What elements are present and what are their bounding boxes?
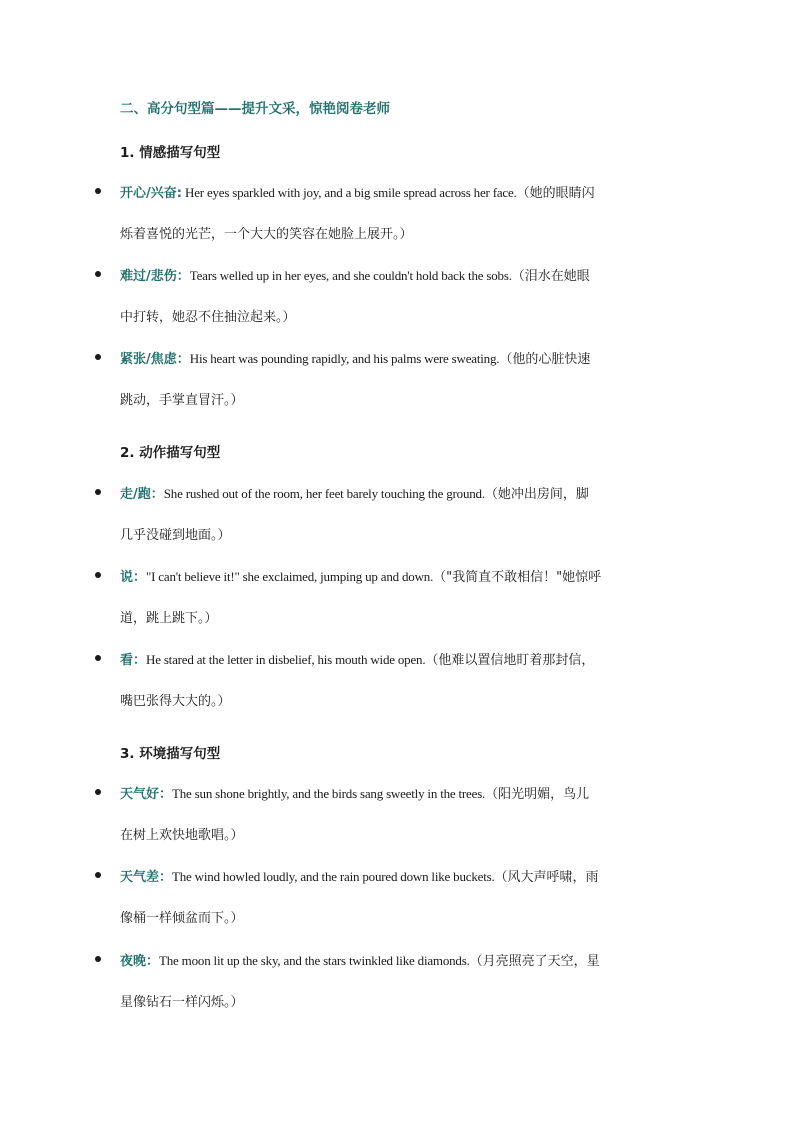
- item-english: His heart was pounding rapidly, and his palms were sweating.: [189, 351, 500, 366]
- item-keyword: 紧张/焦虑：: [120, 352, 190, 367]
- item-chinese-start: （"我简直不敢相信！"她惊呼: [433, 570, 602, 585]
- item-chinese-continued: 在树上欢快地歌唱。）: [120, 828, 244, 843]
- item-english: She rushed out of the room, her feet barely touching the ground.: [163, 486, 485, 501]
- bullet-icon: [95, 489, 101, 495]
- item-keyword: 开心/兴奋:: [120, 186, 182, 201]
- bullet-icon: [95, 789, 101, 795]
- item-keyword: 夜晚：: [120, 954, 160, 969]
- item-first-line: [120, 483, 589, 502]
- item-chinese-continued: 像桶一样倾盆而下。）: [120, 911, 244, 926]
- item-keyword: 天气好：: [120, 787, 173, 802]
- item-english: Tears welled up in her eyes, and she couldn't hold back the sobs.: [189, 268, 512, 283]
- bullet-icon: [95, 956, 101, 962]
- group-heading-action: 2. 动作描写句型: [120, 445, 221, 461]
- item-first-line: [120, 182, 595, 201]
- item-chinese-start: （阳光明媚，鸟儿: [485, 787, 590, 802]
- item-chinese-start: （她冲出房间，脚: [484, 487, 589, 502]
- item-keyword: 看：: [120, 653, 147, 668]
- item-chinese-start: （她的眼睛闪: [516, 186, 595, 201]
- item-chinese-continued: 道，跳上跳下。）: [120, 611, 218, 626]
- item-chinese-continued: 几乎没碰到地面。）: [120, 528, 231, 543]
- item-english: The wind howled loudly, and the rain poured down like buckets.: [172, 869, 495, 884]
- item-chinese-start: （风大声呼啸，雨: [494, 870, 599, 885]
- item-english: "I can't believe it!" she exclaimed, jumping up and down.: [146, 569, 434, 584]
- item-first-line: [120, 348, 590, 367]
- item-chinese-continued: 烁着喜悦的光芒，一个大大的笑容在她脸上展开。）: [120, 227, 413, 242]
- item-chinese-start: （月亮照亮了天空，星: [469, 954, 600, 969]
- item-english: The sun shone brightly, and the birds sang sweetly in the trees.: [172, 786, 486, 801]
- item-chinese-start: （泪水在她眼: [511, 269, 590, 284]
- item-keyword: 天气差：: [120, 870, 173, 885]
- item-keyword: 难过/悲伤：: [120, 269, 190, 284]
- bullet-icon: [95, 572, 101, 578]
- item-keyword: 走/跑：: [120, 487, 164, 502]
- item-chinese-continued: 中打转，她忍不住抽泣起来。）: [120, 310, 296, 325]
- item-chinese-continued: 星像钻石一样闪烁。）: [120, 995, 244, 1010]
- bullet-icon: [95, 188, 101, 194]
- item-chinese-continued: 跳动，手掌直冒汗。）: [120, 393, 244, 408]
- bullet-icon: [95, 655, 101, 661]
- item-first-line: [120, 783, 589, 802]
- item-chinese-continued: 嘴巴张得大大的。）: [120, 694, 231, 709]
- group-heading-emotion: 1. 情感描写句型: [120, 145, 221, 161]
- item-english: Her eyes sparkled with joy, and a big smile spread across her face.: [181, 185, 517, 200]
- item-first-line: [120, 265, 590, 284]
- group-heading-environment: 3. 环境描写句型: [120, 746, 221, 762]
- bullet-icon: [95, 872, 101, 878]
- item-english: He stared at the letter in disbelief, his mouth wide open.: [146, 652, 426, 667]
- bullet-icon: [95, 271, 101, 277]
- item-english: The moon lit up the sky, and the stars twinkled like diamonds.: [159, 953, 470, 968]
- item-keyword: 说：: [120, 570, 147, 585]
- item-chinese-start: （他难以置信地盯着那封信，: [425, 653, 595, 668]
- item-first-line: [120, 950, 600, 969]
- item-first-line: [120, 566, 601, 585]
- section-title: 二、高分句型篇——提升文采，惊艳阅卷老师: [120, 101, 390, 117]
- item-first-line: [120, 649, 594, 668]
- bullet-icon: [95, 354, 101, 360]
- item-chinese-start: （他的心脏快速: [499, 352, 591, 367]
- item-first-line: [120, 866, 599, 885]
